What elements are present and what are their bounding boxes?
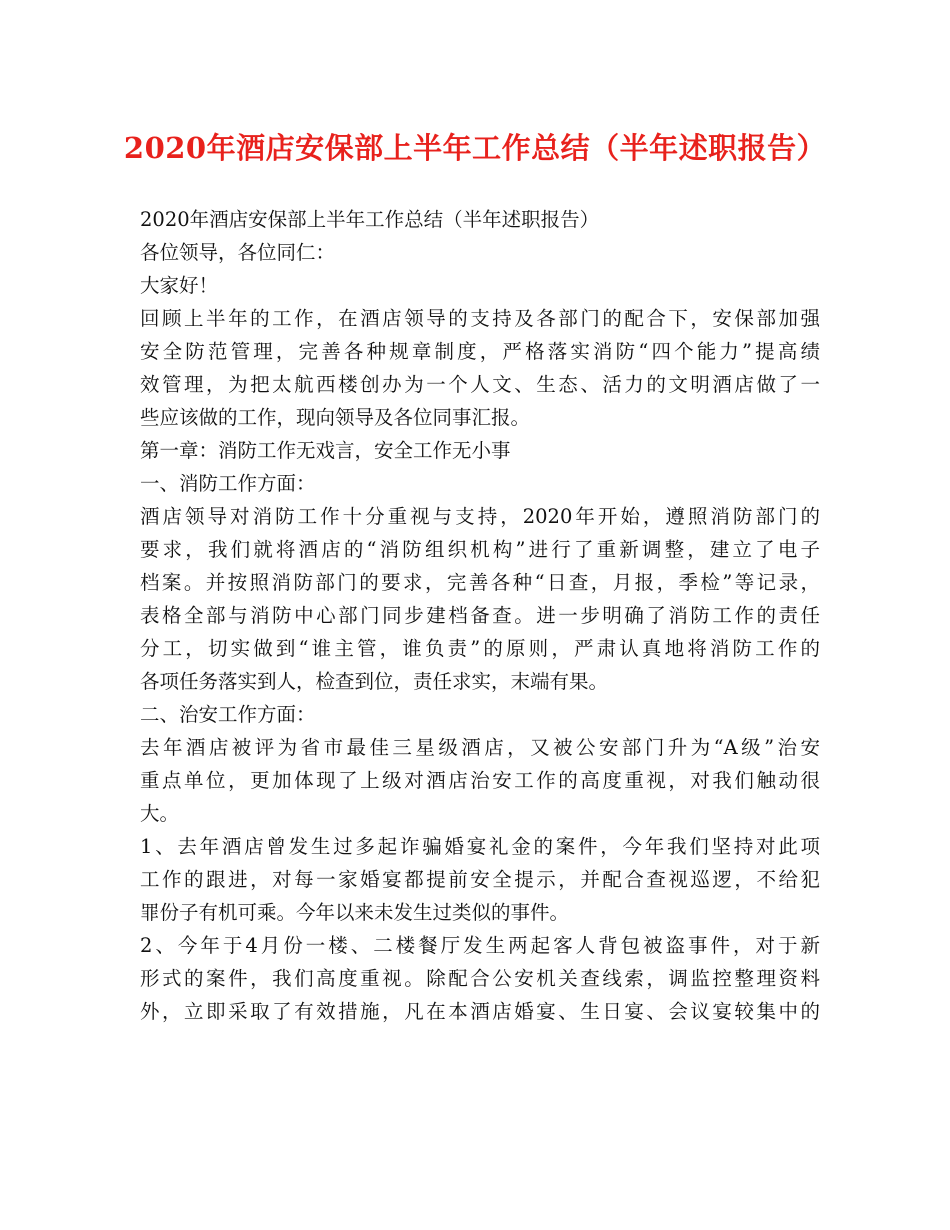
document-title: 2020年酒店安保部上半年工作总结（半年述职报告） (123, 131, 827, 165)
body-line-13: 表格全部与消防中心部门同步建档备查。进一步明确了消防工作的责任 (140, 604, 820, 627)
body-line-16: 二、治安工作方面： (140, 703, 316, 726)
body-line-20: 1、去年酒店曾发生过多起诈骗婚宴礼金的案件，今年我们坚持对此项 (140, 835, 820, 858)
body-line-10: 酒店领导对消防工作十分重视与支持，2020年开始，遵照消防部门的 (140, 505, 820, 528)
body-line-12: 档案。并按照消防部门的要求，完善各种“日查，月报，季检”等记录， (140, 571, 820, 594)
body-line-3: 大家好！ (140, 274, 219, 297)
body-line-19: 大。 (140, 802, 180, 825)
body-line-15: 各项任务落实到人，检查到位，责任求实，末端有果。 (140, 670, 609, 693)
body-line-21: 工作的跟进，对每一家婚宴都提前安全提示，并配合查视巡逻，不给犯 (140, 868, 820, 891)
document-body (140, 203, 820, 1028)
body-line-5: 安全防范管理，完善各种规章制度，严格落实消防“四个能力”提高绩 (140, 340, 820, 363)
body-line-25: 外，立即采取了有效措施，凡在本酒店婚宴、生日宴、会议宴较集中的 (140, 1000, 820, 1023)
body-line-1: 2020年酒店安保部上半年工作总结（半年述职报告） (140, 208, 600, 231)
body-line-7: 些应该做的工作，现向领导及各位同事汇报。 (140, 406, 531, 429)
body-line-22: 罪份子有机可乘。今年以来未发生过类似的事件。 (140, 901, 570, 924)
body-line-6: 效管理，为把太航西楼创办为一个人文、生态、活力的文明酒店做了一 (140, 373, 820, 396)
body-line-4: 回顾上半年的工作，在酒店领导的支持及各部门的配合下，安保部加强 (140, 307, 820, 330)
body-line-8: 第一章：消防工作无戏言，安全工作无小事 (140, 439, 511, 462)
body-line-18: 重点单位，更加体现了上级对酒店治安工作的高度重视，对我们触动很 (140, 769, 820, 792)
body-line-14: 分工，切实做到“谁主管，谁负责”的原则，严肃认真地将消防工作的 (140, 637, 820, 660)
body-line-2: 各位领导，各位同仁： (140, 241, 336, 264)
body-line-9: 一、消防工作方面： (140, 472, 316, 495)
body-line-11: 要求，我们就将酒店的“消防组织机构”进行了重新调整，建立了电子 (140, 538, 820, 561)
body-line-24: 形式的案件，我们高度重视。除配合公安机关查线索，调监控整理资料 (140, 967, 820, 990)
body-line-17: 去年酒店被评为省市最佳三星级酒店，又被公安部门升为“A级”治安 (140, 736, 820, 759)
body-line-23: 2、今年于4月份一楼、二楼餐厅发生两起客人背包被盗事件，对于新 (140, 934, 820, 957)
